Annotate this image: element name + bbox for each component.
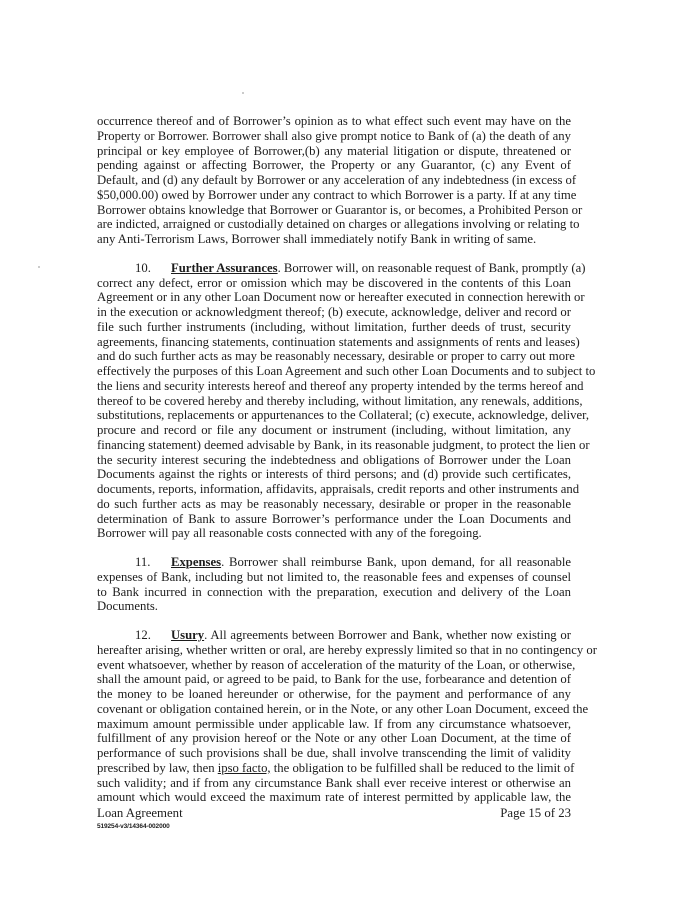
- text-line: [97, 364, 596, 379]
- text-line: [97, 776, 571, 791]
- text-line: [97, 453, 571, 468]
- document-id: 519254-v3/14364-002000: [97, 823, 170, 830]
- text-segment: thereof to be covered hereby and thereby including, without limitation, any renewals, additions,: [97, 393, 583, 408]
- text-line: [97, 746, 571, 761]
- page-footer: [97, 806, 571, 830]
- text-segment: . Borrower shall reimburse Bank, upon demand, for all reasonable: [221, 555, 571, 569]
- section-10: [97, 260, 596, 541]
- scan-speck: [242, 92, 244, 94]
- text-segment: Property or Borrower. Borrower shall also give prompt notice to Bank of (a) the death of any: [97, 128, 571, 143]
- text-line: [97, 202, 583, 218]
- text-segment: prescribed by law, then: [97, 760, 218, 775]
- text-segment: the security interest securing the indebtedness and obligations of Borrower under the Loan: [97, 452, 571, 467]
- section-number: 10.: [135, 260, 151, 275]
- text-line: [97, 555, 571, 570]
- text-segment: in the execution or acknowledgment thereof; (b) execute, acknowledge, deliver and record or: [97, 305, 571, 319]
- text-segment: substitutions, replacements or appurtenances to the Collateral; (c) execute, acknowledge, deliver,: [97, 408, 590, 423]
- text-segment: documents, reports, information, affidavits, appraisals, credit reports and other instruments and: [97, 482, 580, 496]
- text-line: [97, 585, 571, 600]
- text-segment: hereafter arising, whether written or oral, are hereby expressly limited so that in no contingency or: [97, 642, 597, 657]
- text-segment: event whatsoever, whether by reason of acceleration of the maturity of the Loan, or otherwise,: [97, 657, 576, 672]
- text-line: [97, 129, 571, 144]
- text-segment: procure and record or file any document or instrument (including, without limitation, any: [97, 423, 571, 437]
- text-segment: and do such further acts as may be reasonably necessary, desirable or proper to carry out more: [97, 349, 575, 364]
- text-segment: any Anti-Terrorism Laws, Borrower shall immediately notify Bank in writing of same.: [97, 232, 537, 246]
- text-line: [97, 467, 571, 482]
- text-segment: Documents against the rights or interests of third persons; and (d) provide such certificates,: [97, 467, 571, 482]
- text-line: [97, 158, 571, 173]
- text-line: [97, 114, 571, 129]
- paragraph-continued: [97, 114, 583, 247]
- underlined-term: ipso facto,: [217, 760, 271, 775]
- text-line: [97, 144, 571, 159]
- text-segment: amount which would exceed the maximum rate of interest permitted by applicable law, the: [97, 790, 571, 805]
- section-heading: Expenses: [171, 555, 222, 569]
- text-line: [97, 334, 580, 350]
- text-segment: . Borrower will, on reasonable request of Bank, promptly (a): [277, 260, 586, 275]
- text-line: [97, 378, 584, 394]
- text-segment: determination of Bank to assure Borrower’s performance under the Loan Documents and: [97, 511, 571, 526]
- text-segment: Documents.: [97, 599, 158, 614]
- text-segment: expenses of Bank, including but not limited to, the reasonable fees and expenses of counsel: [97, 569, 571, 584]
- section-number: 11.: [135, 555, 151, 569]
- text-segment: file such further instruments (including, without limitation, further deeds of trust, security: [97, 319, 571, 334]
- text-line: [97, 349, 575, 364]
- text-line: [97, 217, 580, 232]
- text-segment: agreements, financing statements, continuation statements and assignments of rents and leases): [97, 334, 580, 349]
- text-segment: fulfillment of any provision hereof or the Note or any other Loan Document, at the time of: [97, 731, 571, 746]
- section-11: [97, 555, 571, 614]
- text-segment: to Bank incurred in connection with the preparation, execution and delivery of the Loan: [97, 584, 571, 599]
- text-segment: Borrower obtains knowledge that Borrower or Guarantor is, or becomes, a Prohibited Person or: [97, 202, 583, 217]
- text-line: [97, 599, 571, 614]
- text-line: [97, 305, 571, 320]
- text-line: [97, 717, 571, 732]
- text-segment: effectively the purposes of this Loan Agreement and such other Loan Documents and to subject to: [97, 364, 596, 378]
- text-segment: occurrence thereof and of Borrower’s opinion as to what effect such event may have on the: [97, 114, 571, 128]
- text-line: [97, 497, 571, 512]
- text-line: [97, 657, 576, 673]
- text-line: [97, 526, 571, 541]
- text-line: [97, 290, 585, 305]
- text-segment: Agreement or in any other Loan Document now or hereafter executed in connection herewith or: [97, 290, 585, 305]
- text-segment: maximum amount permissible under applicable law. If from any circumstance whatsoever,: [97, 716, 571, 731]
- text-line: [97, 423, 571, 438]
- text-segment: the obligation to be fulfilled shall be reduced to the limit of: [270, 760, 575, 775]
- section-heading: Usury: [171, 628, 205, 642]
- text-line: [97, 437, 590, 453]
- text-line: [97, 672, 571, 687]
- footer-document-title: Loan Agreement: [97, 806, 183, 820]
- text-line: [97, 187, 577, 203]
- text-line: [97, 276, 571, 291]
- text-segment: the money to be loaned hereunder or otherwise, for the payment and performance of any: [97, 687, 571, 701]
- text-line: [97, 260, 586, 276]
- text-line: [97, 687, 571, 702]
- text-line: [97, 701, 589, 717]
- scan-speck: [38, 266, 40, 268]
- document-body: [97, 114, 597, 819]
- text-line: [97, 173, 577, 188]
- text-segment: $50,000.00) owed by Borrower under any contract to which Borrower is a party. If at any time: [97, 187, 577, 202]
- text-segment: are indicted, arraigned or custodially detained on charges or allegations involving or relating to: [97, 217, 580, 232]
- section-12: [97, 628, 597, 805]
- text-line: [97, 628, 571, 643]
- text-line: [97, 570, 571, 585]
- text-segment: Default, and (d) any default by Borrower or any acceleration of any indebtedness (in excess of: [97, 173, 577, 187]
- section-heading: Further Assurances: [171, 260, 278, 275]
- text-segment: financing statement) deemed advisable by Bank, in its reasonable judgment, to protect the lien or: [97, 437, 590, 452]
- page-number: Page 15 of 23: [500, 806, 571, 820]
- text-segment: covenant or obligation contained herein, or in the Note, or any other Loan Document, exceed the: [97, 701, 589, 716]
- text-segment: shall the amount paid, or agreed to be paid, to Bank for the use, forbearance and detention of: [97, 672, 571, 687]
- text-segment: the liens and security interests hereof and thereof any property intended by the terms hereof and: [97, 378, 584, 393]
- text-line: [97, 393, 583, 409]
- text-segment: Borrower will pay all reasonable costs connected with any of the foregoing.: [97, 526, 482, 541]
- text-line: [97, 731, 571, 746]
- text-line: [97, 642, 597, 658]
- text-line: [97, 232, 571, 247]
- text-segment: performance of such provisions shall be due, shall involve transcending the limit of validity: [97, 746, 571, 760]
- text-line: [97, 482, 580, 497]
- text-segment: . All agreements between Borrower and Bank, whether now existing or: [204, 628, 571, 642]
- text-segment: pending against or affecting Borrower, the Property or any Guarantor, (c) any Event of: [97, 158, 571, 173]
- text-segment: do such further acts as may be reasonably necessary, desirable or proper in the reasonable: [97, 496, 571, 511]
- text-line: [97, 408, 590, 423]
- text-segment: such validity; and if from any circumstance Bank shall ever receive interest or otherwise an: [97, 775, 571, 790]
- text-segment: correct any defect, error or omission which may be discovered in the contents of this Loan: [97, 275, 571, 290]
- section-number: 12.: [135, 628, 151, 642]
- text-line: [97, 320, 571, 335]
- text-segment: principal or key employee of Borrower,(b) any material litigation or dispute, threatened or: [97, 143, 571, 158]
- text-line: [97, 760, 575, 776]
- text-line: [97, 512, 571, 527]
- text-line: [97, 790, 571, 805]
